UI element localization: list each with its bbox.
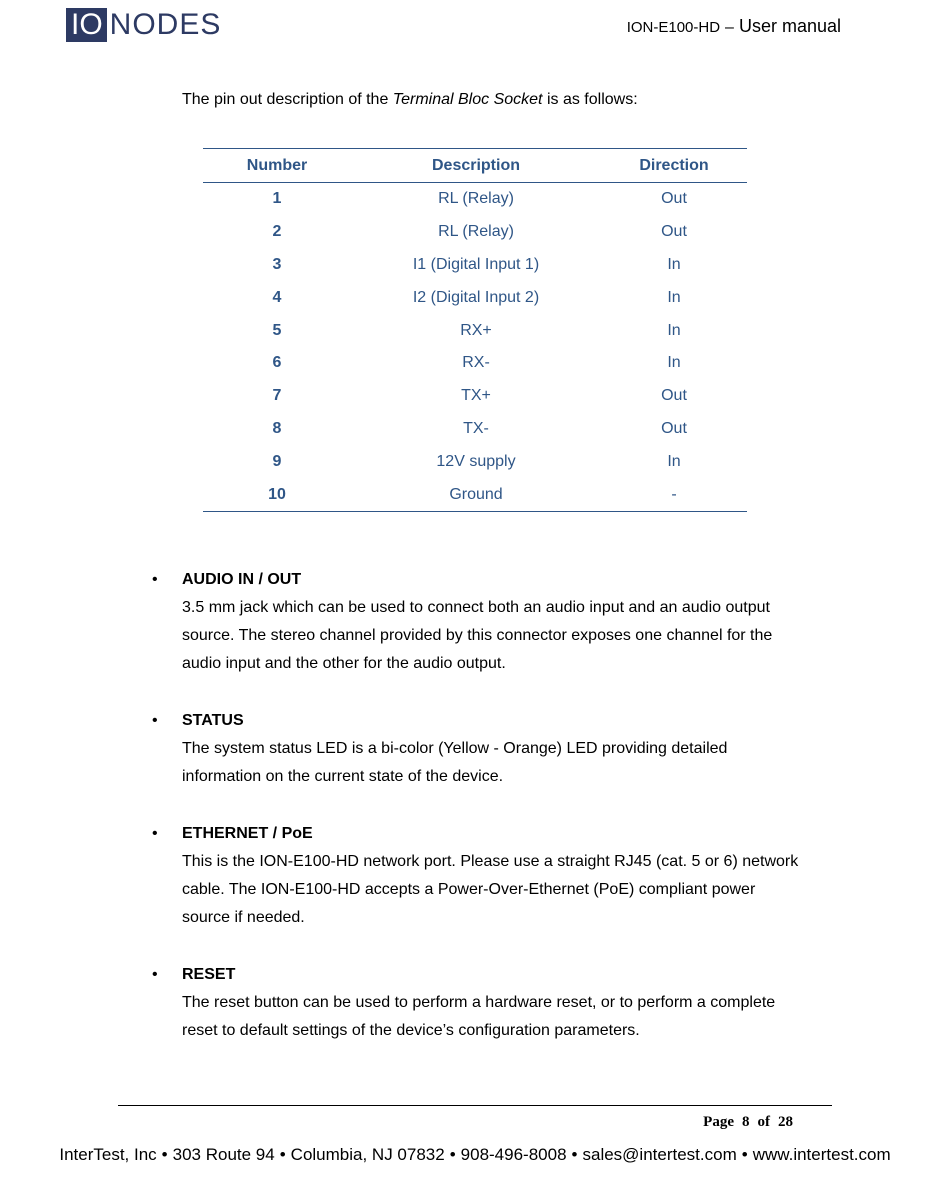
table-row [203, 183, 747, 216]
pin-direction: In [667, 255, 681, 273]
logo-box: IO [66, 8, 107, 42]
body-line: The system status LED is a bi-color (Yellow - Orange) LED providing detailed [182, 740, 728, 757]
connector-sections [152, 566, 852, 1074]
header-separator: – [725, 19, 734, 36]
company-logo [66, 8, 221, 42]
page-total: 28 [778, 1114, 793, 1130]
table-row [203, 281, 747, 314]
table-row [203, 249, 747, 282]
section-title: ETHERNET / PoE [182, 825, 313, 842]
company-email: sales@intertest.com [582, 1145, 737, 1164]
pin-direction: In [667, 321, 681, 339]
intro-emphasis: Terminal Bloc Socket [392, 91, 543, 108]
page-word: Page [703, 1114, 734, 1130]
pin-number: 3 [272, 255, 282, 273]
pin-direction: Out [661, 387, 687, 405]
pin-number: 9 [272, 452, 282, 470]
body-line: reset to default settings of the device’s configuration parameters. [182, 1022, 640, 1039]
pinout-table [203, 148, 747, 512]
intro-before: The pin out description of the [182, 91, 393, 108]
bullet-icon: • [152, 825, 158, 842]
footer-divider [118, 1105, 832, 1106]
separator-dot: • [449, 1145, 456, 1164]
header-doc-title: User manual [738, 16, 841, 36]
pin-number: 4 [272, 288, 282, 306]
table-row [203, 314, 747, 347]
section-audio [152, 566, 852, 678]
separator-dot: • [279, 1145, 286, 1164]
pin-description: RL (Relay) [438, 223, 514, 241]
body-line: The reset button can be used to perform a hardware reset, or to perform a complete [182, 994, 776, 1011]
logo-text: NODES [109, 8, 222, 41]
section-ethernet [152, 820, 852, 932]
running-header [627, 16, 841, 37]
body-line: audio input and the other for the audio output. [182, 655, 506, 672]
pin-direction: In [667, 288, 681, 306]
table-row [203, 445, 747, 478]
pin-number: 8 [272, 419, 282, 437]
pin-description: TX+ [461, 387, 491, 405]
pin-number: 6 [272, 354, 282, 372]
pin-direction: Out [661, 223, 687, 241]
pin-number: 2 [272, 223, 282, 241]
pin-number: 7 [272, 387, 282, 405]
section-body [182, 989, 852, 1045]
body-line: source if needed. [182, 909, 305, 926]
separator-dot: • [741, 1145, 748, 1164]
page-number [699, 1114, 797, 1131]
section-title: RESET [182, 966, 236, 983]
table-row [203, 216, 747, 249]
section-status [152, 707, 852, 791]
pin-description: RL (Relay) [438, 190, 514, 208]
section-title: AUDIO IN / OUT [182, 571, 302, 588]
pin-direction: Out [661, 190, 687, 208]
table-header-row [203, 149, 747, 183]
pin-description: RX- [462, 354, 490, 372]
pin-number: 10 [203, 478, 351, 512]
pin-description: TX- [463, 419, 489, 437]
pin-description: I1 (Digital Input 1) [412, 255, 540, 273]
pin-direction: - [601, 478, 747, 512]
company-city: Columbia, NJ 07832 [290, 1145, 445, 1164]
table-row [203, 478, 747, 512]
pin-direction: Out [661, 419, 687, 437]
pin-description: 12V supply [436, 452, 516, 470]
table-row [203, 413, 747, 446]
section-reset [152, 961, 852, 1045]
body-line: 3.5 mm jack which can be used to connect both an audio input and an audio output [182, 599, 770, 616]
pin-description: RX+ [460, 321, 492, 339]
separator-dot: • [161, 1145, 168, 1164]
pin-number: 5 [272, 321, 282, 339]
body-line: information on the current state of the device. [182, 768, 504, 785]
company-street: 303 Route 94 [172, 1145, 275, 1164]
intro-after: is as follows: [542, 91, 638, 108]
company-website: www.intertest.com [752, 1145, 891, 1164]
header-number: Number [203, 149, 351, 183]
intro-text [182, 91, 638, 109]
body-line: source. The stereo channel provided by this connector exposes one channel for the [182, 627, 773, 644]
body-line: This is the ION-E100-HD network port. Please use a straight RJ45 (cat. 5 or 6) network [182, 853, 799, 870]
pin-number: 1 [272, 190, 282, 208]
company-phone: 908-496-8008 [460, 1145, 567, 1164]
company-footer [0, 1145, 950, 1165]
header-model: ION-E100-HD [626, 19, 721, 36]
header-description: Description [351, 149, 601, 183]
page-current: 8 [742, 1114, 750, 1130]
table-row [203, 380, 747, 413]
bullet-icon: • [152, 712, 158, 729]
bullet-icon: • [152, 966, 158, 983]
section-body [182, 594, 852, 678]
section-body [182, 848, 852, 932]
pin-description: I2 (Digital Input 2) [412, 288, 540, 306]
pin-description: Ground [351, 478, 601, 512]
page-of: of [757, 1114, 770, 1130]
separator-dot: • [571, 1145, 578, 1164]
table-row [203, 347, 747, 380]
pin-direction: In [667, 452, 681, 470]
bullet-icon: • [152, 571, 158, 588]
header-direction: Direction [601, 149, 747, 183]
company-name: InterTest, Inc [59, 1145, 157, 1164]
section-title: STATUS [182, 712, 244, 729]
body-line: cable. The ION-E100-HD accepts a Power-Over-Ethernet (PoE) compliant power [182, 881, 756, 898]
section-body [182, 735, 852, 791]
pin-direction: In [667, 354, 681, 372]
